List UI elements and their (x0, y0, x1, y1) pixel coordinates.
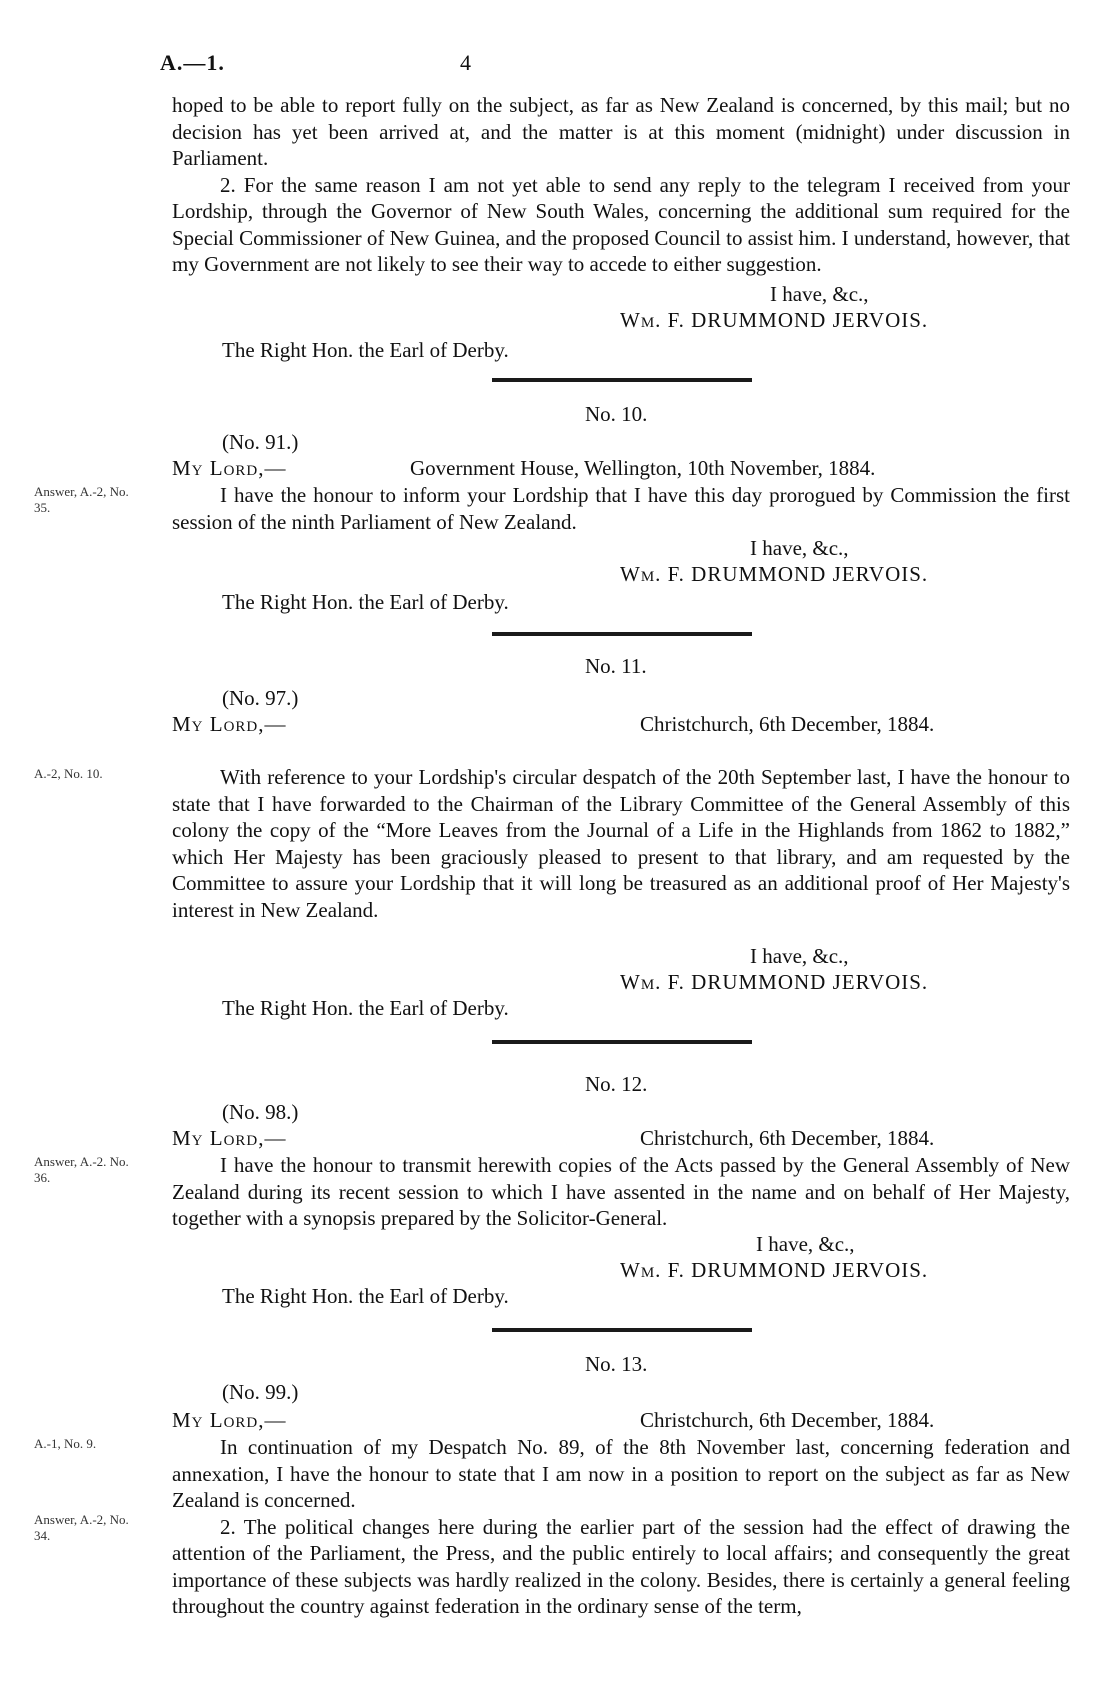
letter12-addressee: The Right Hon. the Earl of Derby. (222, 1284, 509, 1308)
letter10-i-have: I have, &c., (750, 536, 849, 560)
letter11-i-have: I have, &c., (750, 944, 849, 968)
letter11-despatch-number: (No. 97.) (222, 686, 299, 710)
letter13-place-date: Christchurch, 6th December, 1884. (640, 1408, 935, 1432)
section-divider (492, 1328, 752, 1332)
letter10-salutation: My Lord,— (172, 456, 287, 480)
letter10-body (172, 482, 1070, 535)
letter11-addressee: The Right Hon. the Earl of Derby. (222, 996, 509, 1020)
letter10-paragraph-1: I have the honour to inform your Lordship that I have this day prorogued by Commission the first session of the ninth Parliament of New Zealand. (172, 483, 1070, 534)
letter12-signature: Wm. F. DRUMMOND JERVOIS. (620, 1258, 929, 1282)
letter12-body (172, 1152, 1070, 1232)
letter9-body (172, 92, 1070, 278)
letter10-signature: Wm. F. DRUMMOND JERVOIS. (620, 562, 929, 586)
letter11-place-date: Christchurch, 6th December, 1884. (640, 712, 935, 736)
letter13-paragraph-1: In continuation of my Despatch No. 89, of the 8th November last, concerning federation and annexation, I have the honour to state that I am now in a position to report on the subject as far as New Zealand is concerned. (172, 1435, 1070, 1512)
letter12-paragraph-1: I have the honour to transmit herewith copies of the Acts passed by the General Assembly of New Zealand during its recent session to which I have assented in the name and on behalf of Her Majesty, together with a synopsis prepared by the Solicitor-General. (172, 1153, 1070, 1230)
page-number: 4 (460, 50, 471, 75)
letter12-place-date: Christchurch, 6th December, 1884. (640, 1126, 935, 1150)
letter9-paragraph-1: hoped to be able to report fully on the subject, as far as New Zealand is concerned, by this mail; but no decision has yet been arrived at, and the matter is at this moment (midnight) under discussion in Parliament. (172, 93, 1070, 170)
letter11-paragraph-1: With reference to your Lordship's circular despatch of the 20th September last, I have the honour to state that I have forwarded to the Chairman of the Library Committee of the General Assembly of this colony the copy of the “More Leaves from the Journal of a Life in the Highlands from 1862 to 1882,” which Her Majesty has been graciously pleased to present to that library, and am requested by the Committee to assure your Lordship that it will long be treasured as an additional proof of Her Majesty's interest in New Zealand. (172, 765, 1070, 922)
letter12-despatch-number: (No. 98.) (222, 1100, 299, 1124)
letter12-i-have: I have, &c., (756, 1232, 855, 1256)
page-reference: A.—1. (160, 50, 225, 75)
letter13-body (172, 1434, 1070, 1620)
letter11-heading: No. 11. (585, 654, 647, 678)
letter10-heading: No. 10. (585, 402, 648, 426)
letter9-i-have: I have, &c., (770, 282, 869, 306)
letter11-body (172, 764, 1070, 923)
letter10-place-date: Government House, Wellington, 10th November, 1884. (410, 456, 876, 480)
letter13-paragraph-2: 2. The political changes here during the earlier part of the session had the effect of drawing the attention of the Parliament, the Press, and the public entirely to local affairs; and consequently the great importance of these subjects was hardly realized in the colony. Besides, there is certainly a general feeling throughout the country against federation in the ordinary sense of the term, (172, 1514, 1070, 1618)
letter10-despatch-number: (No. 91.) (222, 430, 299, 454)
section-divider (492, 632, 752, 636)
letter13-despatch-number: (No. 99.) (222, 1380, 299, 1404)
section-divider (492, 378, 752, 382)
letter9-addressee: The Right Hon. the Earl of Derby. (222, 338, 509, 362)
letter13-margin-note-1: A.-1, No. 9. (34, 1436, 97, 1451)
letter13-salutation: My Lord,— (172, 1408, 287, 1432)
letter9-signature: Wm. F. DRUMMOND JERVOIS. (620, 308, 929, 332)
letter10-margin-note: Answer, A.-2, No. 35. (34, 484, 129, 515)
letter11-margin-note: A.-2, No. 10. (34, 766, 103, 781)
letter12-margin-note: Answer, A.-2. No. 36. (34, 1154, 129, 1185)
letter13-margin-note-2: Answer, A.-2, No. 34. (34, 1512, 129, 1543)
letter9-paragraph-2: 2. For the same reason I am not yet able to send any reply to the telegram I received from your Lordship, through the Governor of New South Wales, concerning the additional sum required for the Special Commissioner of New Guinea, and the proposed Council to assist him. I understand, however, that my Government are not likely to see their way to accede to either suggestion. (172, 172, 1070, 276)
letter11-salutation: My Lord,— (172, 712, 287, 736)
letter13-heading: No. 13. (585, 1352, 648, 1376)
letter12-salutation: My Lord,— (172, 1126, 287, 1150)
letter10-addressee: The Right Hon. the Earl of Derby. (222, 590, 509, 614)
letter11-signature: Wm. F. DRUMMOND JERVOIS. (620, 970, 929, 994)
section-divider (492, 1040, 752, 1044)
letter12-heading: No. 12. (585, 1072, 648, 1096)
